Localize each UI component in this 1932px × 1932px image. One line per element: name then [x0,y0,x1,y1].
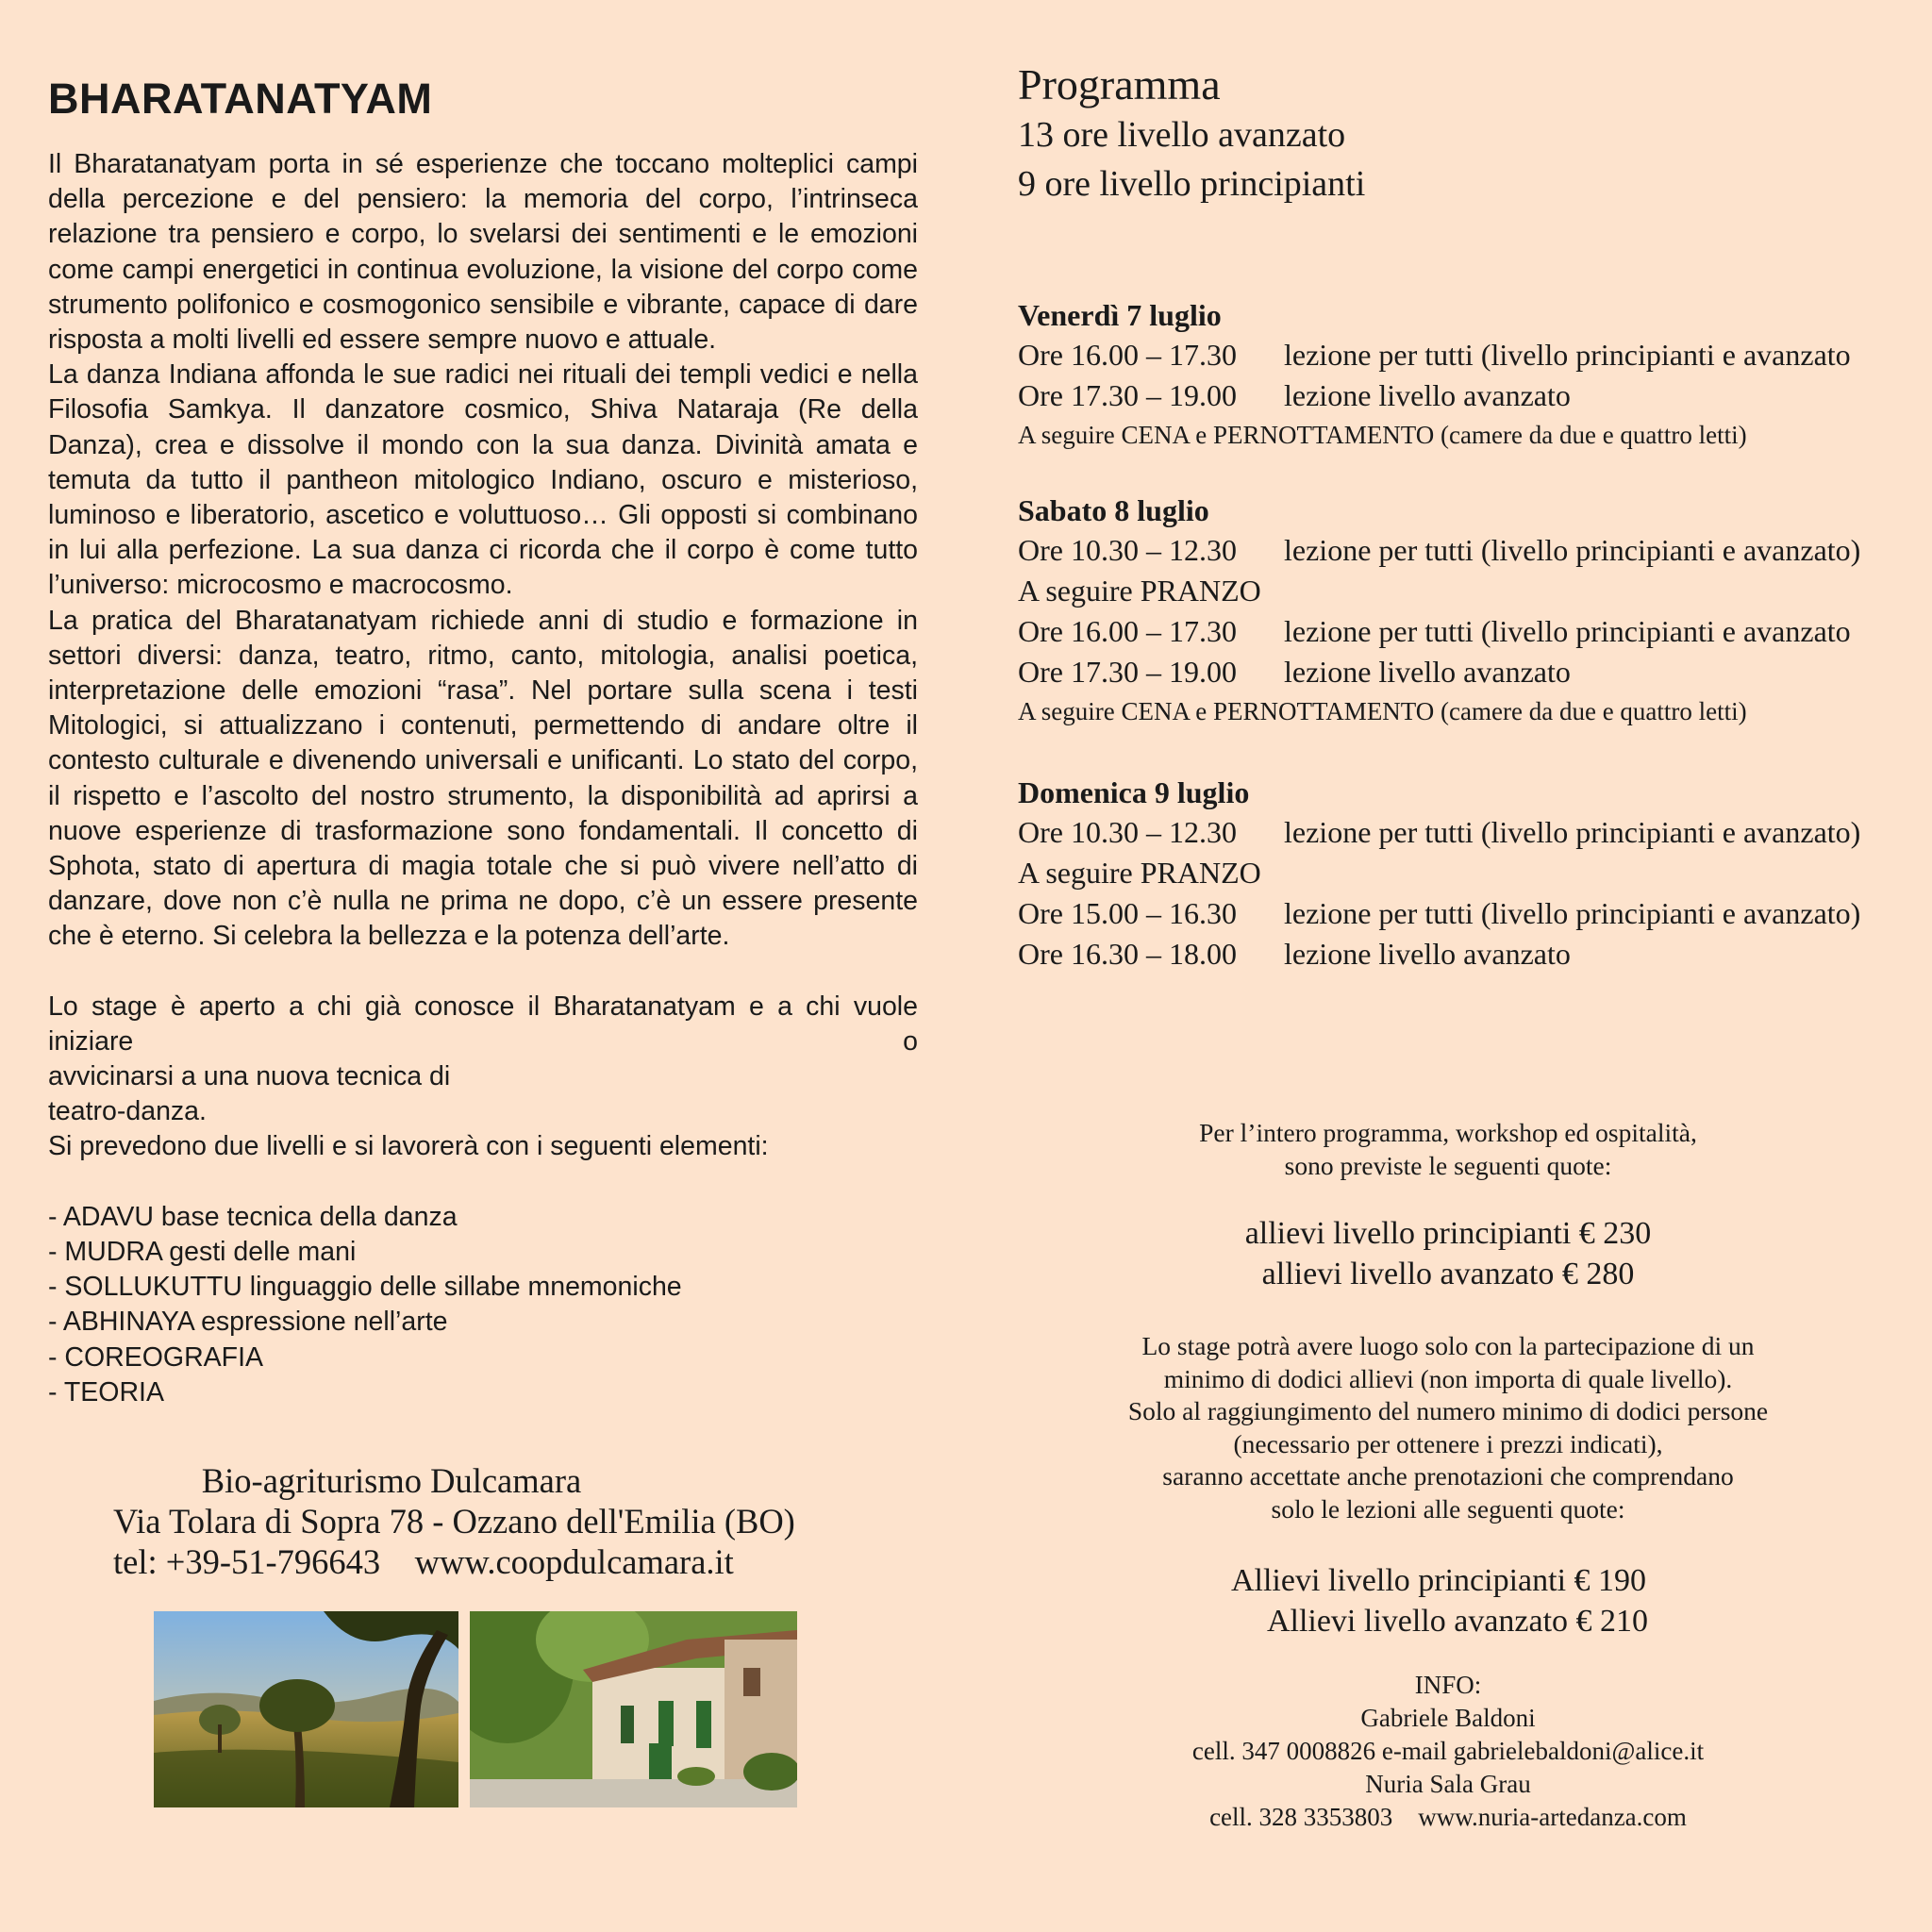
row-desc: lezione per tutti (livello principianti e avanzato) [1284,815,1861,849]
list-item: - MUDRA gesti delle mani [48,1236,357,1267]
row-time: Ore 10.30 – 12.30 [1018,533,1237,567]
price-advanced: allievi livello avanzato € 280 [1261,1257,1635,1291]
stage-line-1: Lo stage è aperto a chi già conosce il Bharatanatyam e a chi vuole iniziare o [48,991,918,1057]
contact-details-2: cell. 328 3353803 www.nuria-artedanza.com [1209,1803,1687,1831]
stage-line-4: Si prevedono due livelli e si lavorerà con i seguenti elementi: [48,1131,769,1162]
full-program-prices [1066,1116,1830,1294]
lesson-prices [1066,1560,1830,1641]
row-desc: lezione per tutti (livello principianti e avanzato) [1284,533,1861,567]
schedule-row [1018,375,1851,416]
schedule-row [1018,530,1860,571]
description-column [48,75,918,1410]
row-desc: lezione per tutti (livello principianti e avanzato [1284,614,1851,648]
program-hours-advanced: 13 ore livello avanzato [1018,115,1346,155]
history-paragraph: La danza Indiana affonda le sue radici nei rituali dei templi vedici e nella Filosofia Samkya. Il danzatore cosmico, Shiva Nataraja (Re della Danza), crea e dissolve il mondo con la sua danza. Divinità amata e temuta da tutto il pantheon mitologico Indiano, oscuro e misterioso, luminoso e liberatorio, ascetico e voluttuoso… Gli opposti si combinano in lui alla perfezione. La sua danza ci ricorda che il corpo è come tutto l’universo: microcosmo e macrocosmo. [48,359,918,601]
row-desc: lezione livello avanzato [1284,655,1571,689]
day-title: Venerdì 7 luglio [1018,298,1222,332]
condition-line: minimo di dodici allievi (non importa di quale livello). [1163,1363,1733,1393]
day-friday [1018,295,1851,454]
list-item: - ABHINAYA espressione nell’arte [48,1307,448,1338]
landscape-photo [154,1611,458,1807]
row-time: Ore 16.30 – 18.00 [1018,937,1237,971]
lesson-price-advanced: Allievi livello avanzato € 210 [1266,1604,1649,1639]
row-time: Ore 17.30 – 19.00 [1018,378,1237,412]
day-sunday [1018,773,1860,974]
condition-line: Lo stage potrà avere luogo solo con la partecipazione di un [1141,1331,1755,1360]
elements-list [48,1200,918,1410]
row-time: Ore 10.30 – 12.30 [1018,815,1237,849]
list-item: - ADAVU base tecnica della danza [48,1201,458,1232]
prices-intro-1: Per l’intero programma, workshop ed ospitalità, [1199,1118,1697,1147]
stage-line-2: avvicinarsi a una nuova tecnica di [48,1061,451,1092]
venue-block [113,1460,795,1582]
prices-intro-2: sono previste le seguenti quote: [1284,1151,1612,1180]
contact-name-2: Nuria Sala Grau [1365,1770,1531,1798]
row-desc: lezione per tutti (livello principianti e avanzato) [1284,896,1861,930]
meal-row: A seguire PRANZO [1018,574,1261,608]
venue-name: Bio-agriturismo Dulcamara [201,1461,582,1500]
row-desc: lezione livello avanzato [1284,937,1571,971]
row-time: Ore 17.30 – 19.00 [1018,655,1237,689]
condition-line: saranno accettate anche prenotazioni che comprendano [1162,1461,1734,1491]
day-title: Sabato 8 luglio [1018,493,1209,527]
info-block [1066,1669,1830,1834]
day-title: Domenica 9 luglio [1018,775,1250,809]
intro-paragraph: Il Bharatanatyam porta in sé esperienze che toccano molteplici campi della percezione e del pensiero: la memoria del corpo, l’intrinseca relazione tra pensiero e corpo, lo svelarsi dei sentimenti e le emozioni come campi energetici in continua evoluzione, la visione del corpo come strumento polifonico e cosmogonico sensibile e vibrante, capace di dare risposta a molti livelli ed essere sempre nuovo e attuale. [48,149,918,356]
venue-address: Via Tolara di Sopra 78 - Ozzano dell'Emilia (BO) [113,1502,795,1541]
row-time: Ore 15.00 – 16.30 [1018,896,1237,930]
list-item: - SOLLUKUTTU linguaggio delle sillabe mnemoniche [48,1272,682,1303]
schedule-row [1018,893,1860,934]
schedule-row [1018,934,1860,974]
conditions-block [1066,1330,1830,1525]
day-note: A seguire CENA e PERNOTTAMENTO (camere da due e quattro letti) [1018,697,1747,725]
day-note: A seguire CENA e PERNOTTAMENTO (camere da due e quattro letti) [1018,421,1747,449]
meal-row: A seguire PRANZO [1018,856,1261,890]
day-saturday [1018,491,1860,730]
list-item: - COREOGRAFIA [48,1341,264,1373]
row-time: Ore 16.00 – 17.30 [1018,614,1237,648]
condition-line: (necessario per ottenere i prezzi indicati), [1233,1428,1663,1458]
info-label: INFO: [1414,1671,1482,1699]
page-title: BHARATANATYAM [48,75,433,123]
program-summary [1018,58,1365,208]
contact-name-1: Gabriele Baldoni [1360,1704,1536,1732]
stage-line-3: teatro-danza. [48,1096,207,1127]
schedule-row [1018,611,1860,652]
program-hours-beginners: 9 ore livello principianti [1018,164,1366,204]
row-time: Ore 16.00 – 17.30 [1018,338,1237,372]
condition-line: solo le lezioni alle seguenti quote: [1271,1493,1625,1524]
farmhouse-photo [470,1611,797,1807]
price-beginners: allievi livello principianti € 230 [1244,1216,1652,1251]
condition-line: Solo al raggiungimento del numero minimo di dodici persone [1127,1396,1769,1425]
practice-paragraph: La pratica del Bharatanatyam richiede anni di studio e formazione in settori diversi: danza, teatro, ritmo, canto, mitologia, analisi poetica, interpretazione delle emozioni “rasa”. Nel portare sulla scena i testi Mitologici, si attualizzano i contenuti, permettendo di andare oltre il contesto culturale e divenendo universali e unificanti. Lo stato del corpo, il rispetto e l’ascolto del nostro strumento, la disponibilità ad aprirsi a nuove esperienze di trasformazione sono fondamentali. Il concetto di Sphota, stato di apertura di magia totale che si può vivere nell’atto di danzare, dove non c’è nulla ne prima ne dopo, c’è un essere presente che è eterno. Si celebra la bellezza e la potenza dell’arte. [48,605,918,952]
contact-details-1: cell. 347 0008826 e-mail gabrielebaldoni@alice.it [1191,1737,1705,1765]
program-title: Programma [1018,60,1221,108]
schedule-row [1018,335,1851,375]
list-item: - TEORIA [48,1376,164,1407]
schedule-row [1018,652,1860,692]
lesson-price-beginners: Allievi livello principianti € 190 [1230,1563,1647,1598]
row-desc: lezione per tutti (livello principianti e avanzato [1284,338,1851,372]
venue-contact: tel: +39-51-796643 www.coopdulcamara.it [113,1542,734,1581]
schedule-row [1018,812,1860,853]
row-desc: lezione livello avanzato [1284,378,1571,412]
